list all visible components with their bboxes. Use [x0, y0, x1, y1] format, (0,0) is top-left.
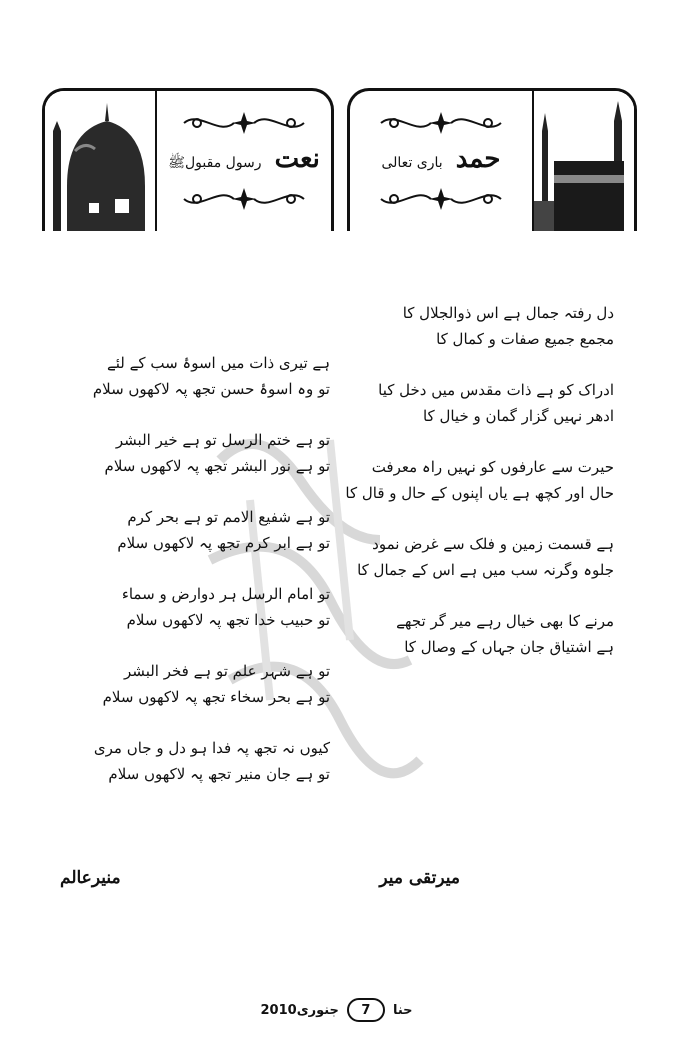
naat-title-panel — [157, 91, 331, 231]
naat-subtitle: رسول مقبولﷺ — [168, 155, 262, 171]
verse-line: تو امام الرسل ہر دوارض و سماء — [121, 585, 330, 603]
ornament-icon — [376, 110, 506, 136]
verse-line: تو ہے جان منیر تجھ پہ لاکھوں سلام — [108, 765, 330, 783]
stanza — [352, 300, 614, 352]
verse-line: تو ہے نور البشر تجھ پہ لاکھوں سلام — [104, 457, 330, 475]
verse-line: ادراک کو ہے ذات مقدس میں دخل کیا — [378, 381, 614, 399]
stanza — [60, 735, 330, 787]
hamd-subtitle: باری تعالی — [381, 155, 443, 171]
hamd-poem — [345, 300, 614, 685]
verse-line: ہے تیری ذات میں اسوۂ سب کے لئے — [106, 354, 330, 372]
mosque-dome-image — [45, 91, 157, 231]
issue-date: جنوری2010 — [260, 1002, 339, 1018]
verse-line: ہے قسمت زمین و فلک سے غرض نمود — [372, 535, 614, 553]
stanza — [352, 377, 614, 429]
stanza — [60, 350, 330, 402]
page-footer — [0, 998, 673, 1022]
verse-line: تو ہے ختم الرسل تو ہے خیر البشر — [115, 431, 330, 449]
verse-line: مرنے کا بھی خیال رہے میر گر تجھے — [396, 612, 614, 630]
naat-author: منیرعالم — [60, 868, 121, 888]
page-number: 7 — [347, 998, 385, 1022]
verse-line: تو ہے شفیع الامم تو ہے بحر کرم — [127, 508, 330, 526]
naat-header — [42, 88, 334, 231]
verse-line: حال اور کچھ ہے یاں اپنوں کے حال و قال کا — [345, 484, 614, 502]
verse-line: کیوں نہ تجھ پہ فدا ہو دل و جاں مری — [93, 739, 330, 757]
hamd-author: میرتقی میر — [379, 868, 460, 888]
naat-poem — [60, 350, 330, 812]
hamd-header — [347, 88, 637, 231]
magazine-logo: حنا — [392, 1002, 413, 1018]
naat-title-text: نعت — [274, 144, 320, 174]
stanza — [60, 581, 330, 633]
verse-line: ادھر نہیں گزار گمان و خیال کا — [422, 407, 614, 425]
verse-line: دل رفتہ جمال ہے اس ذوالجلال کا — [402, 304, 614, 322]
naat-title — [168, 142, 320, 180]
verse-line: تو ہے شہر علم تو ہے فخر البشر — [124, 662, 330, 680]
hamd-title-panel — [350, 91, 532, 231]
stanza — [345, 454, 614, 506]
hamd-title-text: حمد — [455, 144, 501, 174]
verse-line: تو ہے بحر سخاء تجھ پہ لاکھوں سلام — [102, 688, 330, 706]
ornament-icon — [376, 186, 506, 212]
stanza — [352, 531, 614, 583]
stanza — [60, 427, 330, 479]
verse-line: تو ہے ابر کرم تجھ پہ لاکھوں سلام — [117, 534, 330, 552]
verse-line: مجمع جمیع صفات و کمال کا — [436, 330, 614, 348]
kaaba-image — [532, 91, 634, 231]
stanza — [352, 608, 614, 660]
verse-line: ہے اشتیاق جان جہاں کے وصال کا — [404, 638, 614, 656]
stanza — [60, 504, 330, 556]
hamd-title — [381, 142, 500, 180]
ornament-icon — [179, 110, 309, 136]
verse-line: تو وہ اسوۂ حسن تجھ پہ لاکھوں سلام — [92, 380, 330, 398]
verse-line: حیرت سے عارفوں کو نہیں راہ معرفت — [371, 458, 614, 476]
verse-line: تو حبیب خدا تجھ پہ لاکھوں سلام — [126, 611, 330, 629]
verse-line: جلوہ وگرنہ سب میں ہے اس کے جمال کا — [357, 561, 614, 579]
ornament-icon — [179, 186, 309, 212]
stanza — [60, 658, 330, 710]
